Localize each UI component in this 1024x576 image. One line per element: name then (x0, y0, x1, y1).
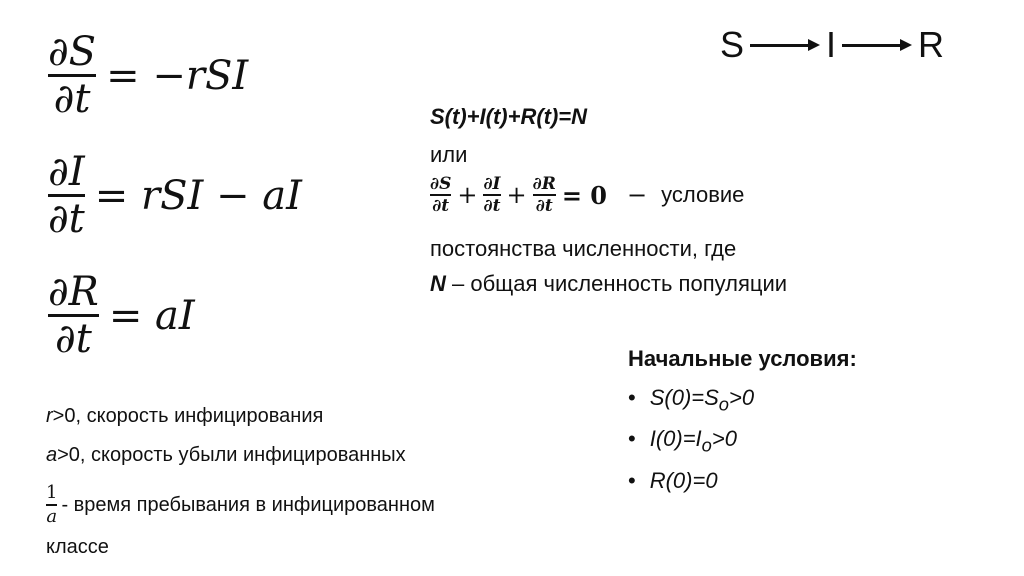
note-r-rate (46, 405, 323, 428)
condition-denominator: ∂t (535, 196, 553, 216)
constancy-text: постоянства численности, где (430, 236, 737, 261)
condition-numerator: ∂S (430, 174, 452, 194)
equation-ds-dt (48, 30, 248, 121)
condition-numerator: ∂R (532, 174, 556, 194)
one-over-a-fraction: $\frac{1}{a}$ (46, 482, 58, 527)
condition-numerator: ∂I (483, 174, 501, 194)
r-description: >0, скорость инфицирования (52, 405, 324, 427)
initial-conditions (628, 346, 857, 498)
conservation-condition (430, 174, 744, 216)
note-time (46, 482, 435, 528)
equation-numerator: ∂R (48, 269, 99, 315)
a-symbol: a (46, 444, 58, 466)
flow-s-label: S (720, 24, 745, 65)
equation-di-dt (48, 150, 302, 241)
sum-equation: S(t)+I(t)+R(t)=N (430, 104, 588, 129)
dash: − (627, 181, 648, 209)
time-description: - время пребывания в инфицированном (61, 493, 435, 516)
equation-dr-dt (48, 270, 195, 361)
n-description: – общая численность популяции (445, 271, 788, 296)
note-class: классе (46, 536, 109, 558)
equation-denominator: ∂t (55, 316, 92, 362)
sir-flow-diagram (720, 24, 944, 66)
plus-sign: + (506, 181, 527, 209)
equation-numerator: ∂I (48, 149, 85, 195)
equation-denominator: ∂t (53, 76, 91, 122)
equation-rhs: = rSI − aI (94, 172, 302, 219)
arrow-right-icon (750, 38, 820, 52)
equation-rhs: = −rSI (106, 52, 249, 99)
flow-i-label: I (826, 24, 837, 65)
condition-denominator: ∂t (432, 196, 450, 216)
plus-sign: + (457, 181, 478, 209)
condition-denominator: ∂t (483, 196, 501, 216)
initial-conditions-title: Начальные условия: (628, 346, 857, 371)
a-description: >0, скорость убыли инфицированных (57, 444, 406, 466)
equation-numerator: ∂S (48, 29, 97, 75)
or-text: или (430, 142, 468, 167)
condition-label: условие (661, 182, 745, 207)
list-item: • $I(0)=I_o>0$ (628, 421, 857, 462)
flow-r-label: R (918, 24, 945, 65)
initial-conditions-list (628, 380, 857, 498)
equation-rhs: = aI (108, 292, 195, 339)
arrow-right-icon (842, 38, 912, 52)
list-item: • $S(0)=S_o>0$ (628, 380, 857, 421)
note-a-rate (46, 444, 406, 467)
n-symbol: N (430, 271, 446, 296)
r-symbol: r (46, 405, 53, 427)
equals-zero: = 𝟎 (561, 180, 608, 210)
equation-denominator: ∂t (48, 196, 85, 242)
population-definition (430, 271, 787, 297)
list-item: • R(0)=0 (628, 463, 857, 498)
